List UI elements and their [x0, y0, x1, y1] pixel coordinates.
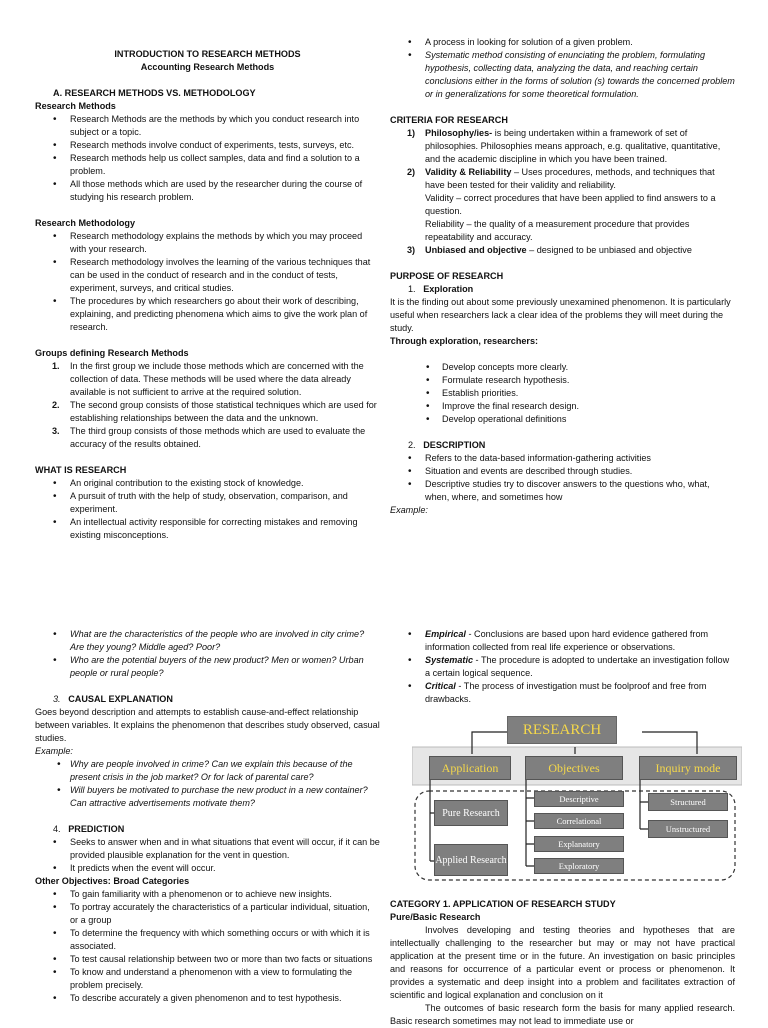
diagram-correlational-box: Correlational [534, 813, 624, 829]
list-item: • Systematic method consisting of enunciating the problem, formulating hypothesis, collecting data, analyzing the data, and reaching certain conclusions either in the forms of solution (s) towards the concerned problem or in generalizations for some theoretical formulation. [390, 49, 735, 101]
description-examples-list [35, 628, 380, 680]
what-is-research-list [35, 477, 380, 542]
reliability-line: Reliability – the quality of a measurement procedure that provides repeatability and accuracy. [425, 219, 690, 242]
list-item: • To portray accurately the characteristics of a particular individual, situation, or a group [35, 901, 380, 927]
page-b-right-column [390, 628, 735, 706]
document-subtitle: Accounting Research Methods [140, 62, 275, 72]
what-is-research-heading: WHAT IS RESEARCH [35, 465, 127, 475]
diagram-pure-research-box: Pure Research [434, 800, 508, 826]
list-item: • To describe accurately a given phenomenon and to test hypothesis. [35, 992, 380, 1005]
other-objectives-heading: Other Objectives: Broad Categories [35, 876, 190, 886]
list-item: • Situation and events are described through studies. [390, 465, 735, 478]
diagram-inquiry-mode-box: Inquiry mode [639, 756, 737, 780]
causal-example-label: Example: [35, 746, 73, 756]
category-1-heading: CATEGORY 1. APPLICATION OF RESEARCH STUDY [390, 899, 616, 909]
category-1-section [390, 898, 735, 1028]
list-item: • An intellectual activity responsible for correcting mistakes and removing existing misconceptions. [35, 516, 380, 542]
research-definition-list [390, 36, 735, 101]
causal-text: Goes beyond description and attempts to establish cause-and-effect relationship between variables. It explains the phenomenon that describes study observed, casual studies. [35, 707, 380, 743]
list-item: • Develop operational definitions [390, 413, 735, 426]
list-item: 3) Unbiased and objective – designed to be unbiased and objective [407, 245, 692, 255]
list-item: • Descriptive studies try to discover answers to the questions who, what, when, where, and sometimes how [390, 478, 735, 504]
list-item: • Systematic - The procedure is adopted to undertake an investigation follow a certain logical sequence. [390, 654, 735, 680]
list-item: • Who are the potential buyers of the new product? Men or women? Urban people or rural people? [35, 654, 380, 680]
criteria-heading: CRITERIA FOR RESEARCH [390, 115, 508, 125]
list-item: • To determine the frequency with which something occurs or with which it is associated. [35, 927, 380, 953]
page-a-left-column [35, 48, 380, 542]
diagram-explanatory-box: Explanatory [534, 836, 624, 852]
page-b-left-column [35, 628, 380, 1005]
list-item: • Establish priorities. [390, 387, 735, 400]
list-item: • To know and understand a phenomenon with a view to formulating the problem precisely. [35, 966, 380, 992]
document-title: INTRODUCTION TO RESEARCH METHODS [114, 49, 301, 59]
exploration-text: It is the finding out about some previously unexamined phenomenon. It is particularly useful when researchers lack a clear idea of the problems they will meet during the study. [390, 297, 731, 333]
example-label: Example: [390, 505, 428, 515]
list-item: • A pursuit of truth with the help of study, observation, comparison, and experiment. [35, 490, 380, 516]
through-exploration-label: Through exploration, researchers: [390, 336, 539, 346]
diagram-applied-research-box: Applied Research [434, 844, 508, 876]
description-list [390, 452, 735, 504]
list-item: • It predicts when the event will occur. [35, 862, 380, 875]
list-item: 3. The third group consists of those methods which are used to evaluate the accuracy of the results obtained. [52, 426, 366, 449]
list-item: • Improve the final research design. [390, 400, 735, 413]
groups-list [35, 360, 380, 451]
diagram-objectives-box: Objectives [525, 756, 623, 780]
through-exploration-list [390, 361, 735, 426]
pure-research-paragraph-1: Involves developing and testing theories and hypotheses that are intellectually challenging to the researcher but may or may not have practical application at the present time or in the future. An investigation on basic principles and reasons for occurrence of a particular event or process or phenomenon. It provides a systematic and deep insight into a problem and facilitates extraction of scientific and logical explanation and conclusion on it [390, 925, 735, 1000]
list-item: • A process in looking for solution of a given problem. [390, 36, 735, 49]
list-item: • Research methodology explains the methods by which you may proceed with your research. [35, 230, 380, 256]
research-methodology-heading: Research Methodology [35, 218, 136, 228]
list-item: • Will buyers be motivated to purchase the new product in a new container? Can attractive advertisements motivate them? [35, 784, 380, 810]
groups-heading: Groups defining Research Methods [35, 348, 189, 358]
list-item: • Seeks to answer when and in what situations that event will occur, if it can be provided plausible explanation for the vent in question. [35, 836, 380, 862]
list-item: 1. In the first group we include those methods which are concerned with the collection of data. These methods will be used where the data already available is not sufficient to arrive at the required solution. [52, 361, 364, 397]
diagram-structured-box: Structured [648, 793, 728, 811]
list-item: • Develop concepts more clearly. [390, 361, 735, 374]
diagram-research-box: RESEARCH [507, 716, 617, 744]
list-item: • Research Methods are the methods by which you conduct research into subject or a topic. [35, 113, 380, 139]
research-methodology-list [35, 230, 380, 334]
diagram-application-box: Application [429, 756, 511, 780]
research-methods-heading: Research Methods [35, 101, 116, 111]
purpose-heading: PURPOSE OF RESEARCH [390, 271, 504, 281]
list-item: • To gain familiarity with a phenomenon or to achieve new insights. [35, 888, 380, 901]
diagram-exploratory-box: Exploratory [534, 858, 624, 874]
list-item: • Why are people involved in crime? Can we explain this because of the present crisis in the job market? Or for lack of parental care? [35, 758, 380, 784]
list-item: • Refers to the data-based information-gathering activities [390, 452, 735, 465]
prediction-list [35, 836, 380, 875]
prediction-heading: 4. PREDICTION [53, 824, 125, 834]
diagram-descriptive-box: Descriptive [534, 791, 624, 807]
list-item: 1) Philosophy/ies- is being undertaken within a framework of set of philosophies. Philosophies means approach, e.g. qualitative, quantitative, and the academic discipline in which you have been trained. [407, 128, 721, 164]
criteria-list [390, 127, 735, 257]
research-traits-list [390, 628, 735, 706]
list-item: • What are the characteristics of the people who are involved in city crime? Are they young? Middle aged? Poor? [35, 628, 380, 654]
list-item: • Critical - The process of investigation must be foolproof and free from drawbacks. [390, 680, 735, 706]
other-objectives-list [35, 888, 380, 1005]
pure-research-paragraph-2: The outcomes of basic research form the basis for many applied research. Basic research sometimes may not lead to immediate use or [390, 1003, 735, 1026]
list-item: • Research methods help us collect samples, data and find a solution to a problem. [35, 152, 380, 178]
list-item: • Formulate research hypothesis. [390, 374, 735, 387]
list-item: • All those methods which are used by the researcher during the course of studying his research problem. [35, 178, 380, 204]
list-item: 2) Validity & Reliability – Uses procedures, methods, and techniques that have been tested for their validity and reliability. Validity – correct procedures that have been applied to find answers to a question. Reliability – the quality of a measurement procedure that provides repeatability and accuracy. [390, 166, 735, 244]
pure-research-heading: Pure/Basic Research [390, 912, 481, 922]
causal-heading: 3. CAUSAL EXPLANATION [53, 694, 173, 704]
diagram-objective-lines [526, 774, 534, 866]
diagram-unstructured-box: Unstructured [648, 820, 728, 838]
list-item: • Research methods involve conduct of experiments, tests, surveys, etc. [35, 139, 380, 152]
exploration-heading: 1. Exploration [408, 284, 474, 294]
page-a-right-column [390, 36, 735, 517]
list-item: • Research methodology involves the learning of the various techniques that can be used in the conduct of research and in the conduct of tests, experiment, surveys, and critical studies. [35, 256, 380, 295]
list-item: • To test causal relationship between two or more than two facts or situations [35, 953, 380, 966]
section-a-heading: A. RESEARCH METHODS VS. METHODOLOGY [53, 88, 256, 98]
causal-examples-list [35, 758, 380, 810]
research-classification-diagram [412, 716, 742, 884]
list-item: • Empirical - Conclusions are based upon hard evidence gathered from information collected from real life experience or observations. [390, 628, 735, 654]
validity-line: Validity – correct procedures that have been applied to find answers to a question. [425, 193, 716, 216]
list-item: • An original contribution to the existing stock of knowledge. [35, 477, 380, 490]
research-methods-list [35, 113, 380, 204]
description-heading: 2. DESCRIPTION [408, 440, 486, 450]
list-item: • The procedures by which researchers go about their work of describing, explaining, and predicting phenomena which aims to give the work plan of research. [35, 295, 380, 334]
list-item: 2. The second group consists of those statistical techniques which are used for establishing relationships between the data and the unknown. [52, 400, 377, 423]
